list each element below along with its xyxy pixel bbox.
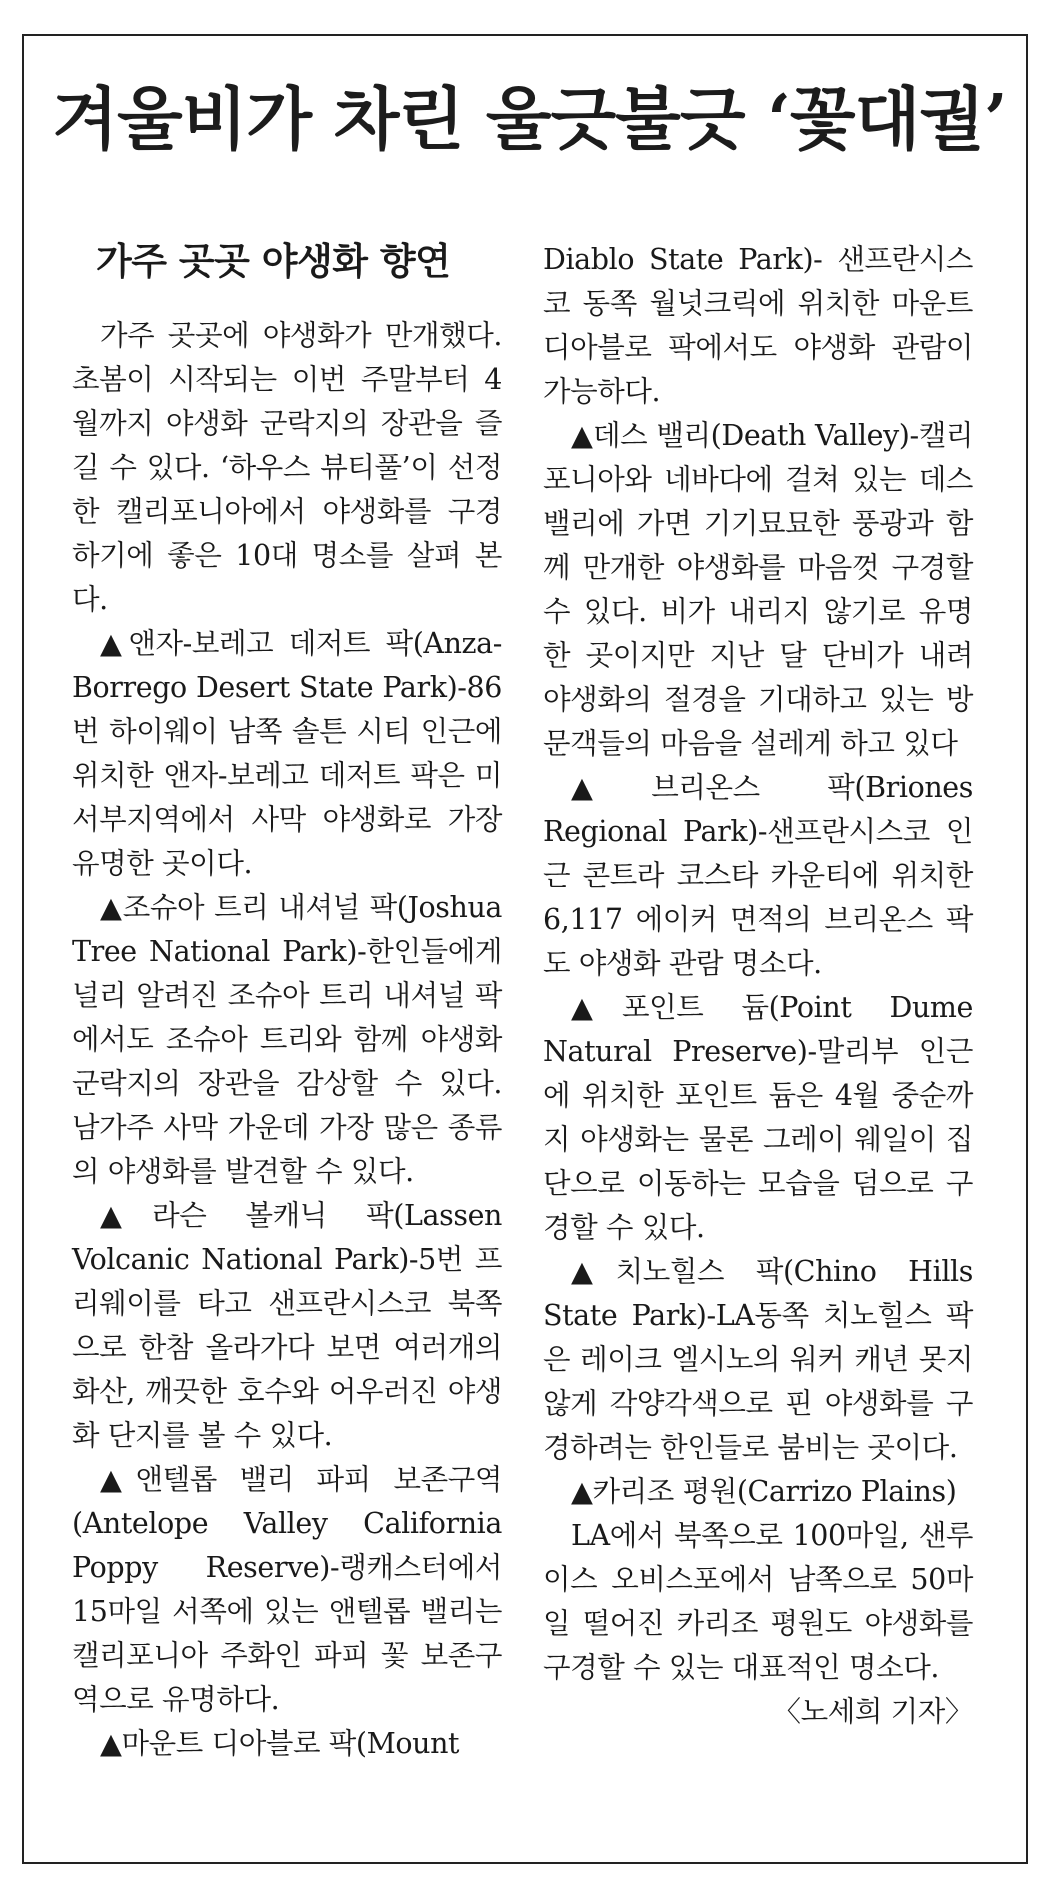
closing-block — [543, 1514, 973, 1728]
paragraph-joshua-tree: ▲조슈아 트리 내셔널 팍(Joshua Tree National Park)-한인들에게 널리 알려진 조슈아 트리 내셔널 팍에서도 조슈아 트리와 함께 야생화 군락지의 장관을 감상할 수 있다. 남가주 사막 가운데 가장 많은 종류의 야생화를 발견할 수 있다. — [72, 891, 502, 1188]
paragraph-intro: 가주 곳곳에 야생화가 만개했다. 초봄이 시작되는 이번 주말부터 4월까지 야생화 군락지의 장관을 즐길 수 있다. ‘하우스 뷰티풀’이 선정한 캘리포니아에서 야생화를 구경하기에 좋은 10대 명소를 살펴 본다. — [72, 319, 502, 616]
paragraph-antelope-valley: ▲앤텔롭 밸리 파피 보존구역(Antelope Valley California Poppy Reserve)-랭캐스터에서 15마일 서쪽에 있는 앤텔롭 밸리는 캘리포니아 주화인 파피 꽃 보존구역으로 유명하다. — [72, 1463, 502, 1716]
byline: 〈노세희 기자〉 — [772, 1695, 973, 1728]
subheadline: 가주 곳곳 야생화 향연 — [96, 240, 451, 283]
paragraph-carrizo-body — [543, 1514, 973, 1728]
paragraph-briones: ▲브리온스 팍(Briones Regional Park)-샌프란시스코 인근 콘트라 코스타 카운티에 위치한 6,117 에이커 면적의 브리온스 팍도 야생화 관람 명소다. — [543, 771, 973, 980]
left-column — [72, 238, 502, 1766]
right-column — [543, 238, 973, 1734]
carrizo-body-text: LA에서 북쪽으로 100마일, 샌루이스 오비스포에서 남쪽으로 50마일 떨어진 카리조 평원도 야생화를 구경할 수 있는 대표적인 명소다. — [543, 1519, 973, 1684]
paragraph-chino-hills: ▲치노힐스 팍(Chino Hills State Park)-LA동쪽 치노힐스 팍은 레이크 엘시노의 워커 캐년 못지 않게 각양각색으로 핀 야생화를 구경하려는 한인들로 붐비는 곳이다. — [543, 1255, 973, 1464]
paragraph-death-valley: ▲데스 밸리(Death Valley)-캘리포니아와 네바다에 걸쳐 있는 데스 밸리에 가면 기기묘묘한 풍광과 함께 만개한 야생화를 마음껏 구경할 수 있다. 비가 내리지 않기로 유명한 곳이지만 지난 달 단비가 내려 야생화의 절경을 기대하고 있는 방문객들의 마음을 설레게 하고 있다 — [543, 419, 973, 760]
paragraph-mount-diablo-cont: Diablo State Park)- 샌프란시스코 동쪽 월넛크릭에 위치한 마운트 디아블로 팍에서도 야생화 관람이 가능하다. — [543, 243, 973, 408]
paragraph-carrizo-title: ▲카리조 평원(Carrizo Plains) — [571, 1475, 957, 1508]
paragraph-point-dume: ▲포인트 듐(Point Dume Natural Preserve)-말리부 인근에 위치한 포인트 듐은 4월 중순까지 야생화는 물론 그레이 웨일이 집단으로 이동하는 모습을 덤으로 구경할 수 있다. — [543, 991, 973, 1244]
paragraph-mount-diablo-start: ▲마운트 디아블로 팍(Mount — [100, 1727, 460, 1760]
paragraph-anza-borrego: ▲앤자-보레고 데저트 팍(Anza-Borrego Desert State Park)-86번 하이웨이 남쪽 솔튼 시티 인근에 위치한 앤자-보레고 데저트 팍은 미 서부지역에서 사막 야생화로 가장 유명한 곳이다. — [72, 627, 502, 880]
paragraph-lassen: ▲라슨 볼캐닉 팍(Lassen Volcanic National Park)-5번 프리웨이를 타고 샌프란시스코 북쪽으로 한참 올라가다 보면 여러개의 화산, 깨끗한 호수와 어우러진 야생화 단지를 볼 수 있다. — [72, 1199, 502, 1452]
headline: 겨울비가 차린 울긋불긋 ‘꽃대궐’ — [52, 80, 1007, 160]
